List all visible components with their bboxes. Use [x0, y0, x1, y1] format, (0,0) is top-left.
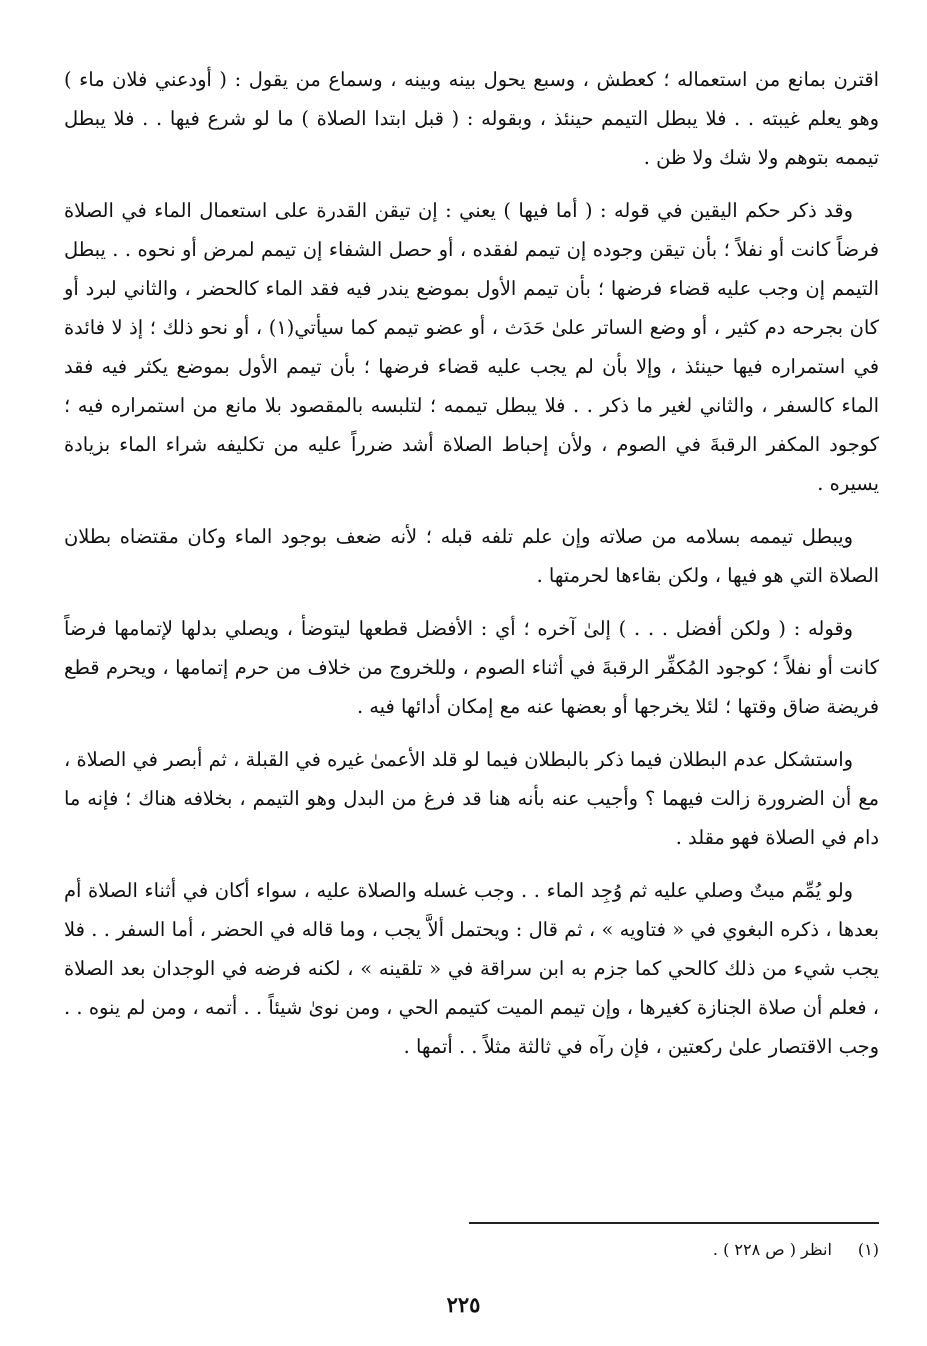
- footnote-text: انظر ( ص ٢٢٨ ) .: [712, 1240, 832, 1259]
- page-body: [64, 60, 879, 1080]
- footnote: [713, 1238, 879, 1262]
- paragraph-5: واستشكل عدم البطلان فيما ذكر بالبطلان فيما لو قلد الأعمىٰ غيره في القبلة ، ثم أبصر في الصلاة ، مع أن الضرورة زالت فيهما ؟ وأجيب عنه بأنه هنا قد فرغ من البدل وهو التيمم ، بخلافه هناك ؛ فإنه ما دام في الصلاة فهو مقلد .: [64, 748, 879, 849]
- paragraph-3: ويبطل تيممه بسلامه من صلاته وإن علم تلفه قبله ؛ لأنه ضعف بوجود الماء وكان مقتضاه بطلان الصلاة التي هو فيها ، ولكن بقاءها لحرمتها .: [64, 525, 879, 587]
- paragraph-6: ولو يُمِّم ميتٌ وصلي عليه ثم وُجِد الماء . . وجب غسله والصلاة عليه ، سواء أكان في أثناء الصلاة أم بعدها ، ذكره البغوي في « فتاويه » ، ثم قال : ويحتمل ألاَّ يجب ، وما قاله في الحضر ، أما السفر . . فلا يجب شيء من ذلك كالحي كما جزم به ابن سراقة في « تلقينه » ، لكنه فرضه في الوجدان بعد الصلاة ، فعلم أن صلاة الجنازة كغيرها ، وإن تيمم الميت كتيمم الحي ، ومن نوىٰ شيئاً . . أتمه ، ومن لم ينوه . . وجب الاقتصار علىٰ ركعتين ، فإن رآه في ثالثة مثلاً . . أتمها .: [64, 879, 879, 1058]
- page-number: ٢٢٥: [446, 1292, 481, 1317]
- paragraph-2: وقد ذكر حكم اليقين في قوله : ( أما فيها ) يعني : إن تيقن القدرة على استعمال الماء في الصلاة فرضاً كانت أو نفلاً ؛ بأن تيقن وجوده إن تيمم لفقده ، أو حصل الشفاء إن تيمم لمرض أو نحوه . . يبطل التيمم إن وجب عليه قضاء فرضها ؛ بأن تيمم الأول بموضع يندر فيه فقد الماء كالحضر ، والثاني لبرد أو كان بجرحه دم كثير ، أو وضع الساتر علىٰ حَدَث ، أو عضو تيمم كما سيأتي(١) ، أو نحو ذلك ؛ إذ لا فائدة في استمراره فيها حينئذ ، وإلا بأن لم يجب عليه قضاء فرضها ؛ بأن تيمم الأول بموضع يكثر فيه فقد الماء كالسفر ، والثاني لغير ما ذكر . . فلا يبطل تيممه ؛ لتلبسه بالمقصود بلا مانع من استمراره فيه ؛ كوجود المكفر الرقبةَ في الصوم ، ولأن إحباط الصلاة أشد ضرراً عليه من تكليفه شراء الماء بزيادة يسيره .: [64, 199, 880, 495]
- paragraph-1: اقترن بمانع من استعماله ؛ كعطش ، وسبع يحول بينه وبينه ، وسماع من يقول : ( أودعني فلان ماء ) وهو يعلم غيبته . . فلا يبطل التيمم حينئذ ، وبقوله : ( قبل ابتدا الصلاة ) ما لو شرع فيها . . فلا يبطل تيممه بتوهم ولا شك ولا ظن .: [64, 68, 879, 169]
- paragraph-4: وقوله : ( ولكن أفضل . . . ) إلىٰ آخره ؛ أي : الأفضل قطعها ليتوضأ ، ويصلي بدلها لإتمامها فرضاً كانت أو نفلاً ؛ كوجود المُكفِّر الرقبةَ في أثناء الصوم ، وللخروج من خلاف من حرم إتمامها ، ويحرم قطع فريضة ضاق وقتها ؛ لئلا يخرجها أو بعضها عنه مع إمكان أدائها فيه .: [64, 617, 879, 718]
- footnote-divider: [469, 1222, 879, 1224]
- footnote-number: (١): [857, 1240, 879, 1259]
